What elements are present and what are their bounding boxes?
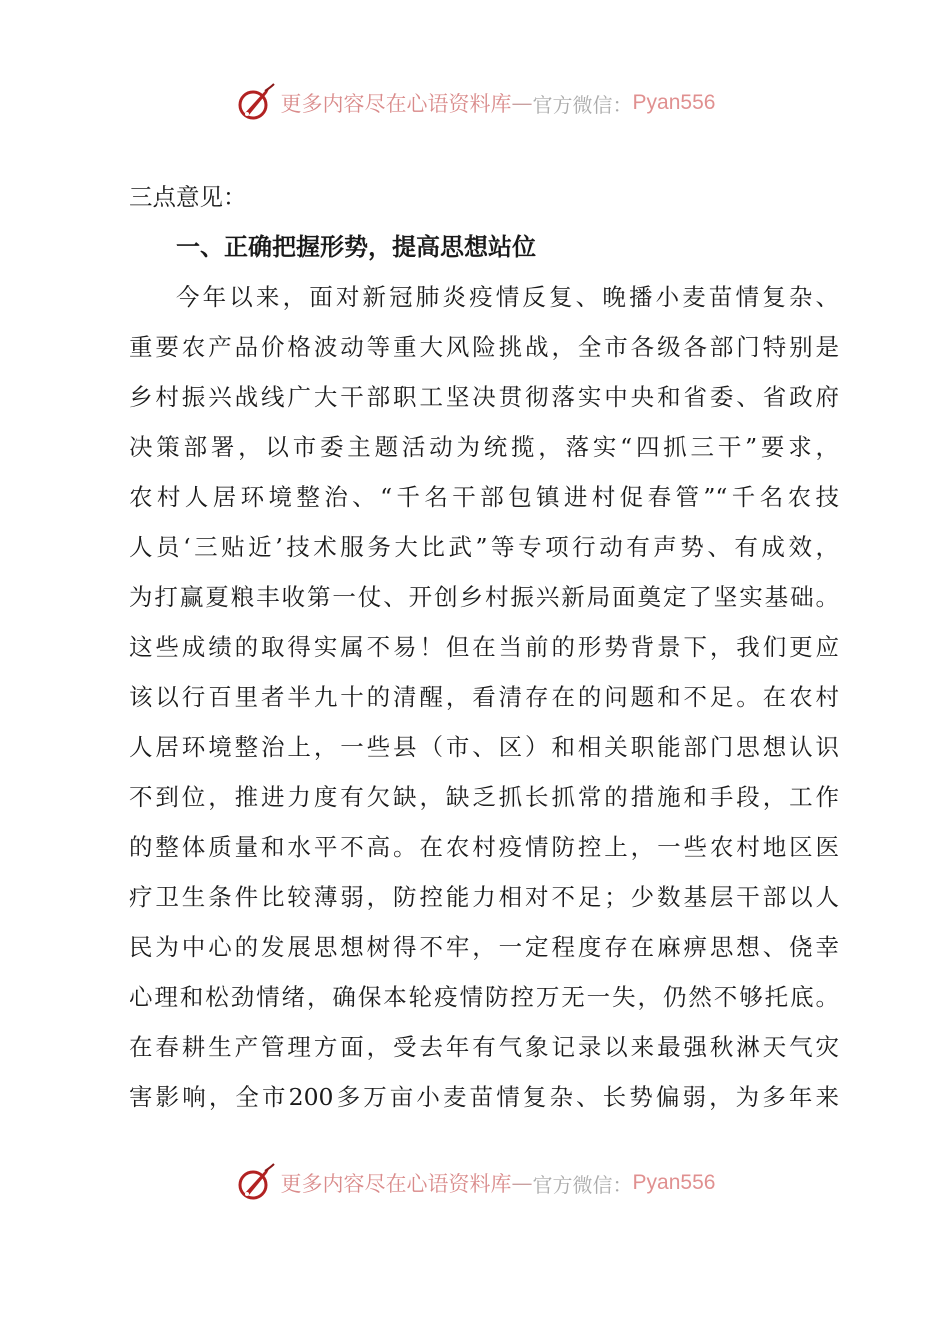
paragraph-line: 重要农产品价格波动等重大风险挑战，全市各级各部门特别是 [129, 333, 839, 361]
watermark-wechat-id: Pyan556 [632, 1171, 716, 1194]
paragraph-line: 该以行百里者半九十的清醒，看清存在的问题和不足。在农村 [129, 683, 839, 711]
paragraph-line: 害影响，全市200多万亩小麦苗情复杂、长势偏弱，为多年来 [129, 1083, 839, 1111]
watermark-main-text: 更多内容尽在心语资料库 [280, 1172, 512, 1196]
paragraph-line: 人居环境整治上，一些县（市、区）和相关职能部门思想认识 [129, 733, 839, 761]
paragraph-line: 农村人居环境整治、“千名干部包镇进村促春管”“千名农技 [129, 483, 839, 511]
paragraph-line: 乡村振兴战线广大干部职工坚决贯彻落实中央和省委、省政府 [129, 383, 839, 411]
watermark-label: 官方微信： [532, 92, 633, 117]
watermark-label: 官方微信： [532, 1172, 633, 1197]
paragraph-line: 的整体质量和水平不高。在农村疫情防控上，一些农村地区医 [129, 833, 839, 861]
paragraph-line: 民为中心的发展思想树得不牢，一定程度存在麻痹思想、侥幸 [129, 933, 839, 961]
paragraph-line: 在春耕生产管理方面，受去年有气象记录以来最强秋淋天气灾 [129, 1033, 839, 1061]
quill-pen-in-circle-icon [235, 1163, 275, 1203]
paragraph-line: 心理和松劲情绪，确保本轮疫情防控万无一失，仍然不够托底。 [129, 983, 839, 1011]
intro-line: 三点意见： [129, 183, 247, 211]
footer-watermark [0, 1158, 950, 1208]
paragraph-line: 疗卫生条件比较薄弱，防控能力相对不足；少数基层干部以人 [129, 883, 839, 911]
quill-pen-in-circle-icon [235, 83, 275, 123]
watermark-main-text: 更多内容尽在心语资料库 [280, 92, 512, 116]
watermark-dash: — [511, 91, 533, 115]
section-heading: 一、正确把握形势，提高思想站位 [176, 233, 536, 261]
watermark-dash: — [511, 1171, 533, 1195]
paragraph-line: 不到位，推进力度有欠缺，缺乏抓长抓常的措施和手段，工作 [129, 783, 839, 811]
paragraph-line: 人员‘三贴近’技术服务大比武”等专项行动有声势、有成效， [129, 533, 839, 561]
paragraph-line: 为打赢夏粮丰收第一仗、开创乡村振兴新局面奠定了坚实基础。 [129, 583, 839, 611]
header-watermark [0, 78, 950, 128]
watermark-wechat-id: Pyan556 [632, 91, 716, 114]
paragraph-line: 决策部署，以市委主题活动为统揽，落实“四抓三干”要求， [129, 433, 839, 461]
paragraph-line: 这些成绩的取得实属不易！但在当前的形势背景下，我们更应 [129, 633, 839, 661]
paragraph-line: 今年以来，面对新冠肺炎疫情反复、晚播小麦苗情复杂、 [176, 283, 839, 311]
document-body [129, 172, 839, 1122]
